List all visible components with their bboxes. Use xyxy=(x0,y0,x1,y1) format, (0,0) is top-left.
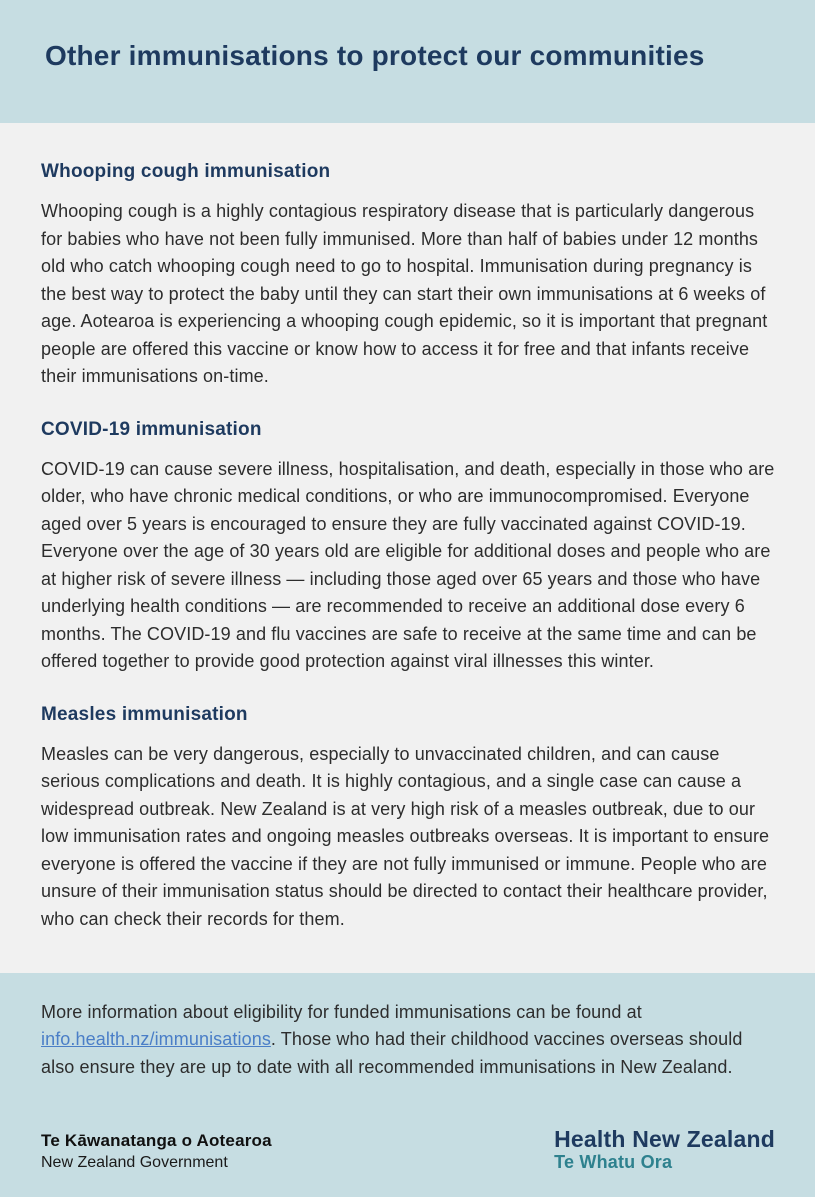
section-body-measles: Measles can be very dangerous, especially to unvaccinated children, and can cause serious complications and death. It is highly contagious, and a single case can cause a widespread outbreak. New Zealand is at very high risk of a measles outbreak, due to our low immunisation rates and ongoing measles outbreaks overseas. It is important to ensure everyone is offered the vaccine if they are not fully immunised or immune. People who are unsure of their immunisation status should be directed to contact their healthcare provider, who can check their records for them. xyxy=(41,743,770,929)
health-nz-logo xyxy=(554,1127,775,1173)
section-body-whooping-cough: Whooping cough is a highly contagious respiratory disease that is particularly dangerous for babies who have not been fully immunised. More than half of babies under 12 months old who catch whooping cough need to go to hospital. Immunisation during pregnancy is the best way to protect the baby until they can start their own immunisations at 6 weeks of age. Aotearoa is experiencing a whooping cough epidemic, so it is important that pregnant people are offered this vaccine or know how to access it for free and that infants receive their immunisations on-time. xyxy=(41,201,768,386)
section-measles xyxy=(41,704,775,934)
nz-government-logo-english-text: New Zealand Government xyxy=(41,1154,228,1171)
footer-band xyxy=(0,973,815,1197)
header-band xyxy=(0,0,815,123)
nz-government-logo-maori-text: Te Kāwanatanga o Aotearoa xyxy=(41,1131,272,1150)
nz-government-logo xyxy=(41,1130,272,1173)
content-area xyxy=(0,123,815,973)
more-info-text-after: . Those who had their childhood vaccines overseas should also ensure they are up to date with all recommended immunisations in New Zealand. xyxy=(41,1029,743,1077)
health-nz-logo-maori-text: Te Whatu Ora xyxy=(554,1152,673,1172)
more-info-paragraph xyxy=(41,999,775,1082)
section-heading-whooping-cough: Whooping cough immunisation xyxy=(41,161,331,182)
section-heading-measles: Measles immunisation xyxy=(41,703,248,725)
immunisations-link[interactable]: info.health.nz/immunisations xyxy=(41,1029,271,1049)
section-body-covid-19: COVID-19 can cause severe illness, hospitalisation, and death, especially in those who are older, who have chronic medical conditions, or who are immunocompromised. Everyone aged over 5 years is encouraged to ensure they are fully vaccinated against COVID-19. Everyone over the age of 30 years old are eligible for additional doses and people who are at higher risk of severe illness — including those aged over 65 years and those who have underlying health conditions — are recommended to receive an additional dose every 6 months. The COVID-19 and flu vaccines are safe to receive at the same time and can be offered together to provide good protection against viral illnesses this winter. xyxy=(41,458,775,671)
footer-logos xyxy=(41,1127,775,1173)
more-info-text-before: More information about eligibility for funded immunisations can be found at xyxy=(41,1001,642,1022)
page-title: Other immunisations to protect our communities xyxy=(45,40,705,71)
section-covid-19 xyxy=(41,419,775,676)
section-whooping-cough xyxy=(41,161,775,391)
section-heading-covid-19: COVID-19 immunisation xyxy=(41,418,262,440)
health-nz-logo-english-text: Health New Zealand xyxy=(554,1126,775,1152)
